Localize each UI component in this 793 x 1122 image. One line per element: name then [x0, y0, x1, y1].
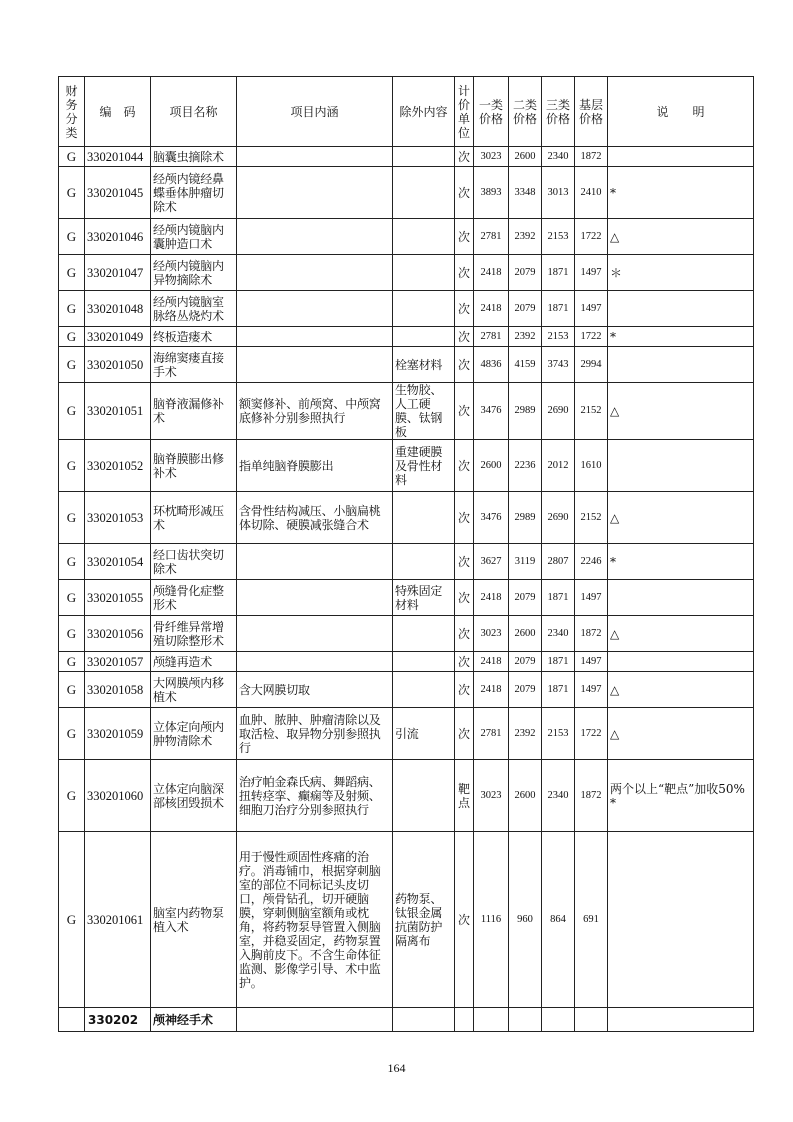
price3-cell: 2153	[542, 327, 575, 347]
price3-cell: 2153	[542, 219, 575, 255]
code-cell: 330201060	[85, 760, 151, 832]
price2-cell: 2989	[509, 383, 542, 440]
price3-cell: 2690	[542, 383, 575, 440]
notes-cell: △	[608, 708, 754, 760]
notes-cell	[608, 347, 754, 383]
code-cell: 330201046	[85, 219, 151, 255]
name-cell: 经颅内镜脑内异物摘除术	[151, 255, 237, 291]
notes-cell: *	[608, 544, 754, 580]
exclusions-cell	[393, 544, 455, 580]
price1-cell: 3476	[474, 383, 509, 440]
price3-cell: 3743	[542, 347, 575, 383]
header-notes: 说 明	[608, 77, 754, 147]
table-row	[59, 652, 754, 672]
content-cell	[237, 219, 393, 255]
price3-cell: 2153	[542, 708, 575, 760]
unit-cell: 次	[455, 167, 474, 219]
price2-cell: 3348	[509, 167, 542, 219]
price1-cell: 3023	[474, 616, 509, 652]
category-cell: G	[59, 544, 85, 580]
content-cell: 含大网膜切取	[237, 672, 393, 708]
category-cell: G	[59, 255, 85, 291]
name-cell: 环枕畸形减压术	[151, 492, 237, 544]
unit-cell: 次	[455, 580, 474, 616]
price-base-cell: 1872	[575, 760, 608, 832]
notes-cell: △	[608, 219, 754, 255]
price2-cell: 2600	[509, 147, 542, 167]
name-cell: 颅缝骨化症整形术	[151, 580, 237, 616]
header-content: 项目内涵	[237, 77, 393, 147]
table-row	[59, 327, 754, 347]
price1-cell: 2781	[474, 327, 509, 347]
price1-cell: 4836	[474, 347, 509, 383]
price2-cell: 2392	[509, 219, 542, 255]
section-empty-cell	[575, 1008, 608, 1032]
exclusions-cell	[393, 327, 455, 347]
exclusions-cell	[393, 672, 455, 708]
code-cell: 330201055	[85, 580, 151, 616]
unit-cell: 次	[455, 492, 474, 544]
price2-cell: 4159	[509, 347, 542, 383]
price2-cell: 2079	[509, 672, 542, 708]
code-cell: 330201051	[85, 383, 151, 440]
table-row	[59, 672, 754, 708]
code-cell: 330201053	[85, 492, 151, 544]
exclusions-cell	[393, 616, 455, 652]
category-cell: G	[59, 147, 85, 167]
price1-cell: 2418	[474, 672, 509, 708]
notes-cell	[608, 652, 754, 672]
category-cell: G	[59, 327, 85, 347]
price3-cell: 2012	[542, 440, 575, 492]
section-empty-cell	[509, 1008, 542, 1032]
name-cell: 海绵窦瘘直接手术	[151, 347, 237, 383]
name-cell: 立体定向脑深部核团毁损术	[151, 760, 237, 832]
price2-cell: 2079	[509, 255, 542, 291]
category-cell: G	[59, 440, 85, 492]
unit-cell: 次	[455, 347, 474, 383]
code-cell: 330201056	[85, 616, 151, 652]
price-base-cell: 1722	[575, 327, 608, 347]
price1-cell: 3023	[474, 147, 509, 167]
price3-cell: 1871	[542, 255, 575, 291]
table-row	[59, 147, 754, 167]
price3-cell: 2807	[542, 544, 575, 580]
price-base-cell: 1872	[575, 616, 608, 652]
price3-cell: 2340	[542, 147, 575, 167]
unit-cell: 次	[455, 147, 474, 167]
notes-cell: △	[608, 616, 754, 652]
table-row	[59, 760, 754, 832]
exclusions-cell	[393, 760, 455, 832]
content-cell	[237, 544, 393, 580]
price3-cell: 1871	[542, 652, 575, 672]
price-base-cell: 2152	[575, 383, 608, 440]
price2-cell: 2079	[509, 291, 542, 327]
code-cell: 330201054	[85, 544, 151, 580]
price3-cell: 1871	[542, 580, 575, 616]
content-cell	[237, 347, 393, 383]
price2-cell: 2236	[509, 440, 542, 492]
header-code: 编 码	[85, 77, 151, 147]
unit-cell: 次	[455, 616, 474, 652]
price-base-cell: 1497	[575, 652, 608, 672]
unit-cell: 次	[455, 291, 474, 327]
exclusions-cell	[393, 492, 455, 544]
code-cell: 330201050	[85, 347, 151, 383]
price3-cell: 1871	[542, 672, 575, 708]
content-cell	[237, 616, 393, 652]
exclusions-cell	[393, 167, 455, 219]
section-empty-cell	[455, 1008, 474, 1032]
category-cell: G	[59, 291, 85, 327]
unit-cell: 次	[455, 327, 474, 347]
exclusions-cell: 药物泵、钛银金属抗菌防护隔离布	[393, 832, 455, 1008]
notes-cell	[608, 147, 754, 167]
price-base-cell: 1497	[575, 672, 608, 708]
section-name: 颅神经手术	[151, 1008, 237, 1032]
price-base-cell: 1497	[575, 291, 608, 327]
name-cell: 脑脊膜膨出修补术	[151, 440, 237, 492]
category-cell: G	[59, 492, 85, 544]
content-cell	[237, 291, 393, 327]
exclusions-cell	[393, 652, 455, 672]
price2-cell: 2392	[509, 327, 542, 347]
price-base-cell: 691	[575, 832, 608, 1008]
table-row	[59, 291, 754, 327]
price-base-cell: 1497	[575, 580, 608, 616]
price-base-cell: 1610	[575, 440, 608, 492]
code-cell: 330201047	[85, 255, 151, 291]
category-cell: G	[59, 616, 85, 652]
exclusions-cell: 重建硬膜及骨性材料	[393, 440, 455, 492]
content-cell	[237, 147, 393, 167]
price1-cell: 3023	[474, 760, 509, 832]
price2-cell: 2392	[509, 708, 542, 760]
code-cell: 330201052	[85, 440, 151, 492]
section-empty-cell	[474, 1008, 509, 1032]
code-cell: 330201048	[85, 291, 151, 327]
price1-cell: 2600	[474, 440, 509, 492]
table-row	[59, 167, 754, 219]
exclusions-cell: 生物胶、人工硬膜、钛钢板	[393, 383, 455, 440]
code-cell: 330201059	[85, 708, 151, 760]
unit-cell: 次	[455, 652, 474, 672]
price1-cell: 2418	[474, 291, 509, 327]
header-price-base: 基层价格	[575, 77, 608, 147]
price-base-cell: 1497	[575, 255, 608, 291]
content-cell: 指单纯脑脊膜膨出	[237, 440, 393, 492]
category-cell: G	[59, 219, 85, 255]
table-row	[59, 616, 754, 652]
name-cell: 立体定向颅内肿物清除术	[151, 708, 237, 760]
header-name: 项目名称	[151, 77, 237, 147]
price3-cell: 3013	[542, 167, 575, 219]
unit-cell: 靶点	[455, 760, 474, 832]
category-cell: G	[59, 832, 85, 1008]
price2-cell: 2600	[509, 616, 542, 652]
header-price1: 一类价格	[474, 77, 509, 147]
notes-cell: ＊	[608, 255, 754, 291]
code-cell: 330201058	[85, 672, 151, 708]
code-cell: 330201044	[85, 147, 151, 167]
unit-cell: 次	[455, 832, 474, 1008]
notes-cell	[608, 580, 754, 616]
unit-cell: 次	[455, 672, 474, 708]
exclusions-cell	[393, 255, 455, 291]
section-code: 330202	[85, 1008, 151, 1032]
price-base-cell: 2246	[575, 544, 608, 580]
notes-cell	[608, 832, 754, 1008]
fee-schedule-table	[58, 76, 781, 1032]
price1-cell: 3476	[474, 492, 509, 544]
code-cell: 330201049	[85, 327, 151, 347]
table-row	[59, 255, 754, 291]
exclusions-cell: 栓塞材料	[393, 347, 455, 383]
header-category: 财务分类	[59, 77, 85, 147]
notes-cell	[608, 291, 754, 327]
notes-cell: *	[608, 327, 754, 347]
price3-cell: 2690	[542, 492, 575, 544]
exclusions-cell	[393, 147, 455, 167]
header-unit: 计价单位	[455, 77, 474, 147]
content-cell: 额窦修补、前颅窝、中颅窝底修补分别参照执行	[237, 383, 393, 440]
price-base-cell: 1722	[575, 219, 608, 255]
table-row	[59, 708, 754, 760]
section-row	[59, 1008, 754, 1032]
name-cell: 骨纤维异常增殖切除整形术	[151, 616, 237, 652]
category-cell: G	[59, 167, 85, 219]
name-cell: 经口齿状突切除术	[151, 544, 237, 580]
header-exclusions: 除外内容	[393, 77, 455, 147]
table-row	[59, 219, 754, 255]
table-row	[59, 440, 754, 492]
code-cell: 330201061	[85, 832, 151, 1008]
name-cell: 脑脊液漏修补术	[151, 383, 237, 440]
header-row	[59, 77, 754, 147]
content-cell: 治疗帕金森氏病、舞蹈病、扭转痉挛、癫痫等及射频、细胞刀治疗分别参照执行	[237, 760, 393, 832]
table-row	[59, 580, 754, 616]
table-row	[59, 832, 754, 1008]
price1-cell: 2418	[474, 580, 509, 616]
exclusions-cell: 引流	[393, 708, 455, 760]
notes-cell	[608, 440, 754, 492]
notes-cell: 两个以上“靶点”加收50% *	[608, 760, 754, 832]
unit-cell: 次	[455, 255, 474, 291]
price2-cell: 2989	[509, 492, 542, 544]
section-empty-cell	[237, 1008, 393, 1032]
section-empty-cell	[608, 1008, 754, 1032]
name-cell: 终板造瘘术	[151, 327, 237, 347]
price2-cell: 960	[509, 832, 542, 1008]
unit-cell: 次	[455, 708, 474, 760]
price-base-cell: 2994	[575, 347, 608, 383]
name-cell: 大网膜颅内移植术	[151, 672, 237, 708]
price3-cell: 2340	[542, 760, 575, 832]
price-base-cell: 2152	[575, 492, 608, 544]
category-cell: G	[59, 383, 85, 440]
price2-cell: 3119	[509, 544, 542, 580]
name-cell: 经颅内镜经鼻蝶垂体肿瘤切除术	[151, 167, 237, 219]
notes-cell: △	[608, 383, 754, 440]
price1-cell: 2418	[474, 652, 509, 672]
content-cell	[237, 167, 393, 219]
price2-cell: 2079	[509, 652, 542, 672]
price1-cell: 3893	[474, 167, 509, 219]
unit-cell: 次	[455, 383, 474, 440]
notes-cell: *	[608, 167, 754, 219]
header-price2: 二类价格	[509, 77, 542, 147]
content-cell: 血肿、脓肿、肿瘤清除以及取活检、取异物分别参照执行	[237, 708, 393, 760]
price1-cell: 3627	[474, 544, 509, 580]
name-cell: 经颅内镜脑内囊肿造口术	[151, 219, 237, 255]
category-cell: G	[59, 580, 85, 616]
code-cell: 330201045	[85, 167, 151, 219]
price3-cell: 864	[542, 832, 575, 1008]
name-cell: 经颅内镜脑室脉络丛烧灼术	[151, 291, 237, 327]
section-empty-cell	[393, 1008, 455, 1032]
section-empty-cell	[542, 1008, 575, 1032]
price1-cell: 2781	[474, 219, 509, 255]
unit-cell: 次	[455, 219, 474, 255]
price-base-cell: 1722	[575, 708, 608, 760]
header-price3: 三类价格	[542, 77, 575, 147]
notes-cell: △	[608, 492, 754, 544]
price-base-cell: 2410	[575, 167, 608, 219]
table-row	[59, 544, 754, 580]
price1-cell: 1116	[474, 832, 509, 1008]
content-cell	[237, 255, 393, 291]
price3-cell: 1871	[542, 291, 575, 327]
exclusions-cell	[393, 291, 455, 327]
price3-cell: 2340	[542, 616, 575, 652]
price1-cell: 2418	[474, 255, 509, 291]
content-cell	[237, 580, 393, 616]
category-cell: G	[59, 347, 85, 383]
notes-cell: △	[608, 672, 754, 708]
category-cell: G	[59, 672, 85, 708]
price-base-cell: 1872	[575, 147, 608, 167]
category-cell: G	[59, 652, 85, 672]
section-empty-cell	[59, 1008, 85, 1032]
content-cell: 用于慢性顽固性疼痛的治疗。消毒铺巾，根据穿刺脑室的部位不同标记头皮切口，颅骨钻孔，切开硬脑膜，穿刺侧脑室额角或枕角，将药物泵导管置入侧脑室，并稳妥固定，药物泵置入胸前皮下。不含生命体征监测、影像学引导、术中监护。	[237, 832, 393, 1008]
category-cell: G	[59, 760, 85, 832]
unit-cell: 次	[455, 440, 474, 492]
name-cell: 脑囊虫摘除术	[151, 147, 237, 167]
name-cell: 颅缝再造术	[151, 652, 237, 672]
name-cell: 脑室内药物泵植入术	[151, 832, 237, 1008]
content-cell: 含骨性结构减压、小脑扁桃体切除、硬膜减张缝合术	[237, 492, 393, 544]
page-number: 164	[387, 1061, 406, 1075]
table-row	[59, 492, 754, 544]
exclusions-cell: 特殊固定材料	[393, 580, 455, 616]
price1-cell: 2781	[474, 708, 509, 760]
code-cell: 330201057	[85, 652, 151, 672]
price2-cell: 2079	[509, 580, 542, 616]
content-cell	[237, 652, 393, 672]
unit-cell: 次	[455, 544, 474, 580]
category-cell: G	[59, 708, 85, 760]
content-cell	[237, 327, 393, 347]
table-row	[59, 347, 754, 383]
table-row	[59, 383, 754, 440]
exclusions-cell	[393, 219, 455, 255]
price2-cell: 2600	[509, 760, 542, 832]
